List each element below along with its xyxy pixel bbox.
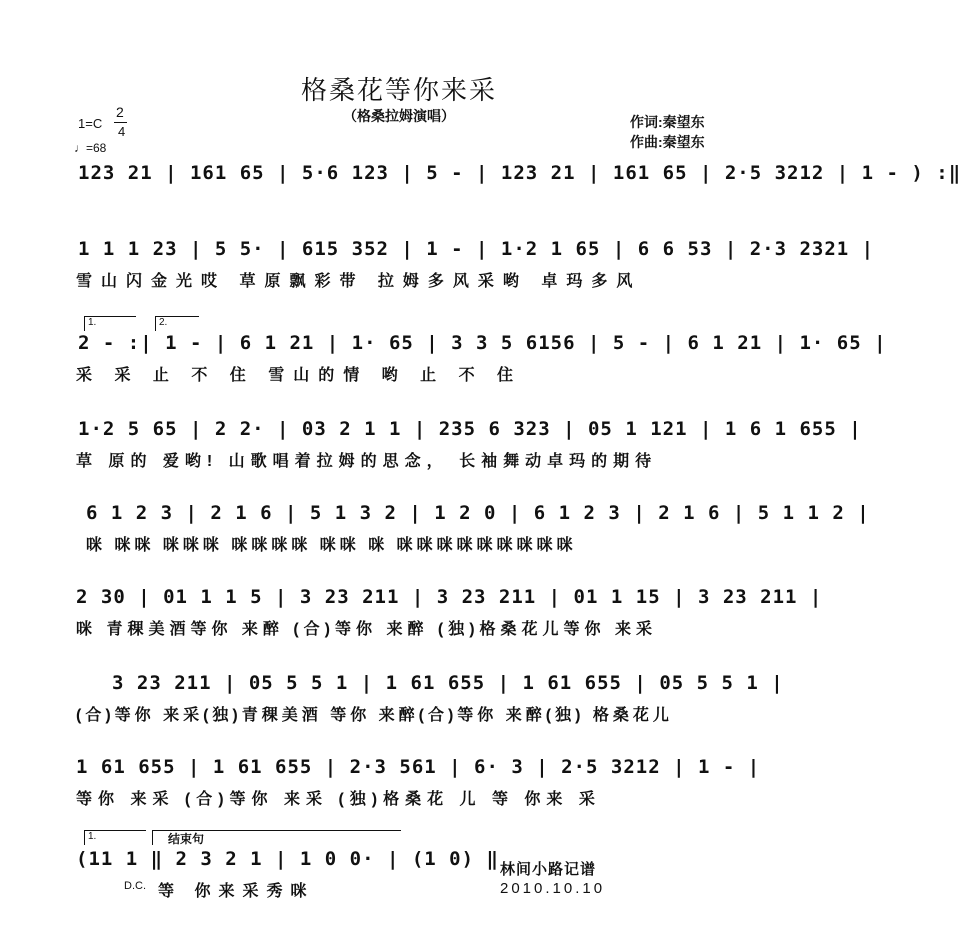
transcription-date: 2010.10.10 bbox=[500, 880, 606, 897]
score-row-8 bbox=[0, 756, 798, 828]
lyricist-credit: 作词:秦望东 bbox=[630, 114, 705, 130]
song-title: 格桑花等你来采 bbox=[300, 75, 497, 105]
notation-line: 1·2 5 65 | 2 2· | 03 2 1 1 | 235 6 323 | 05 1 121 | 1 6 1 655 | bbox=[78, 418, 862, 440]
performer-note: （格桑拉姆演唱） bbox=[343, 108, 455, 124]
lyrics-line: 采 采 止 不 住 雪山的情 哟 止 不 住 bbox=[76, 367, 523, 384]
lyrics-line: 咪 青稞美酒等你 来醉 (合)等你 来醉 (独)格桑花儿等你 来采 bbox=[76, 621, 657, 638]
score-row-9 bbox=[0, 848, 798, 920]
notation-line: 6 1 2 3 | 2 1 6 | 5 1 3 2 | 1 2 0 | 6 1 2 3 | 2 1 6 | 5 1 1 2 | bbox=[86, 502, 870, 524]
time-signature-divider bbox=[114, 122, 127, 123]
time-signature-bottom: 4 bbox=[118, 124, 126, 139]
composer-credit: 作曲:秦望东 bbox=[630, 134, 705, 150]
lyrics-line: 雪山闪金光哎 草原飘彩带 拉姆多风采哟 卓玛多风 bbox=[76, 273, 642, 290]
lyrics-line: (合)等你 来采(独)青稞美酒 等你 来醉(合)等你 来醉(独) 格桑花儿 bbox=[76, 707, 673, 724]
score-row-7 bbox=[0, 672, 798, 744]
lyrics-line: 等你 来采 (合)等你 来采 (独)格桑花 儿 等 你来 采 bbox=[76, 791, 601, 808]
notation-line: 2 - :| 1 - | 6 1 21 | 1· 65 | 3 3 5 6156 | 5 - | 6 1 21 | 1· 65 | bbox=[78, 332, 887, 354]
key-signature: 1=C bbox=[78, 116, 103, 131]
lyrics-line: 草 原的 爱哟! 山歌唱着拉姆的思念， 长袖舞动卓玛的期待 bbox=[76, 453, 658, 470]
score-row-4 bbox=[0, 418, 862, 490]
notation-line: 123 21 | 161 65 | 5·6 123 | 5 - | 123 21 | 161 65 | 2·5 3212 | 1 - ) :‖ bbox=[78, 162, 961, 184]
notation-line: 1 61 655 | 1 61 655 | 2·3 561 | 6· 3 | 2·5 3212 | 1 - | bbox=[76, 756, 761, 778]
score-row-1 bbox=[0, 162, 961, 234]
lyrics-line: 咪 咪咪 咪咪咪 咪咪咪咪 咪咪 咪 咪咪咪咪咪咪咪咪咪 bbox=[86, 537, 577, 554]
da-capo-mark: D.C. bbox=[124, 880, 146, 892]
transcriber-credit: 林间小路记谱 bbox=[500, 861, 597, 878]
ending-label: 结束句 bbox=[168, 832, 205, 846]
first-ending-bracket: 1. bbox=[84, 830, 146, 845]
notation-line: 3 23 211 | 05 5 5 1 | 1 61 655 | 1 61 655 | 05 5 5 1 | bbox=[112, 672, 784, 694]
notation-line: 2 30 | 01 1 1 5 | 3 23 211 | 3 23 211 | 01 1 15 | 3 23 211 | bbox=[76, 586, 823, 608]
score-row-5 bbox=[0, 502, 870, 574]
time-signature-top: 2 bbox=[116, 104, 124, 120]
score-row-3 bbox=[0, 332, 887, 404]
notation-line: 1 1 1 23 | 5 5· | 615 352 | 1 - | 1·2 1 65 | 6 6 53 | 2·3 2321 | bbox=[78, 238, 875, 260]
score-row-6 bbox=[0, 586, 823, 658]
first-ending-bracket: 1. bbox=[84, 316, 136, 331]
tempo-marking: ♩=68 bbox=[74, 141, 107, 155]
second-ending-bracket: 2. bbox=[155, 316, 199, 331]
lyrics-line: 等 你来采秀咪 bbox=[158, 883, 315, 900]
score-row-2 bbox=[0, 238, 875, 310]
notation-line: (11 1 ‖ 2 3 2 1 | 1 0 0· | (1 0) ‖ bbox=[76, 848, 499, 870]
